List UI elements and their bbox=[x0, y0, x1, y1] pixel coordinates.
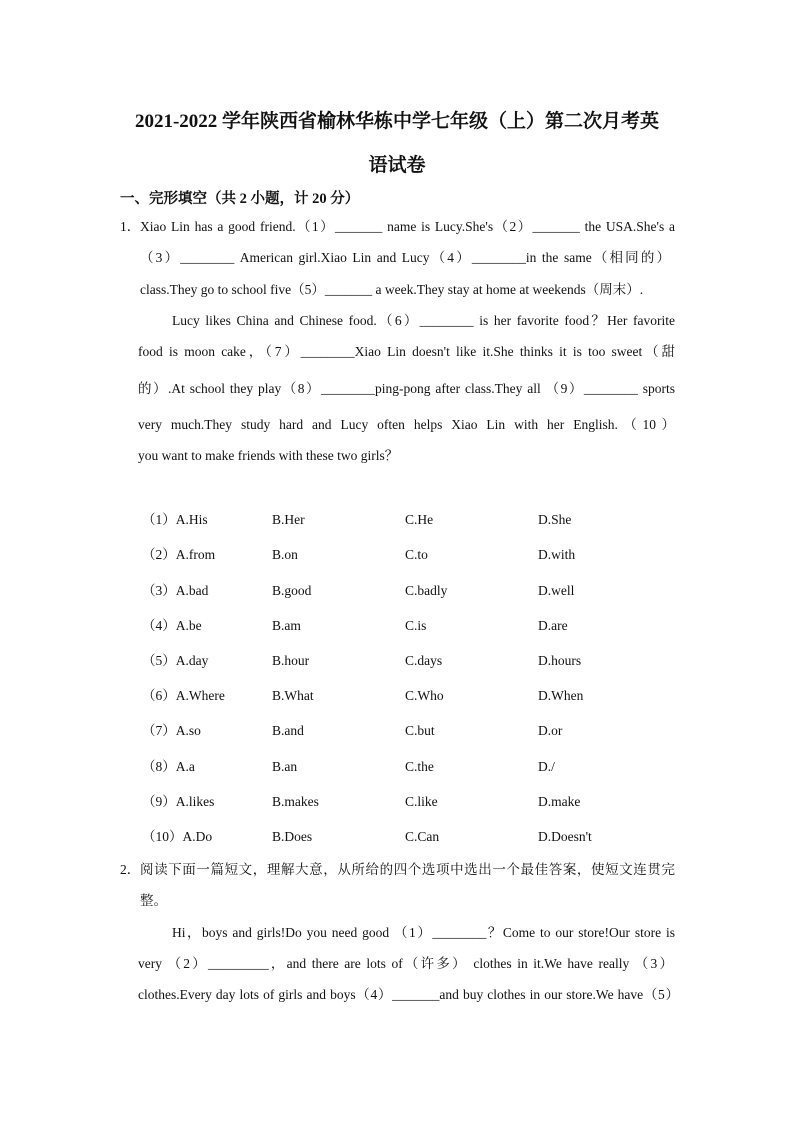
option-a: （1）A.His bbox=[142, 512, 208, 527]
option-d: D.She bbox=[538, 512, 572, 527]
option-b: B.good bbox=[272, 583, 312, 598]
exam-title-line-1: 2021-2022 学年陕西省榆林华栋中学七年级（上）第二次月考英 bbox=[134, 111, 660, 132]
option-b: B.am bbox=[272, 618, 301, 633]
option-c: C.He bbox=[405, 512, 434, 527]
question-2-number: 2． bbox=[120, 862, 141, 877]
q1-passage-line: 的）.At school they play（8）________ping-pong after class.They all （9）________ sports bbox=[138, 381, 675, 396]
option-c: C.Can bbox=[405, 829, 440, 844]
option-a: （10）A.Do bbox=[142, 829, 213, 844]
option-c: C.but bbox=[405, 723, 435, 738]
q1-passage-line: class.They go to school five（5）_______ a week.They stay at home at weekends（周末）. bbox=[140, 282, 644, 297]
option-a: （5）A.day bbox=[142, 653, 209, 668]
option-b: B.an bbox=[272, 759, 298, 774]
q1-passage-line: Xiao Lin has a good friend.（1）_______ name is Lucy.She's（2）_______ the USA.She's a bbox=[140, 219, 675, 234]
option-d: D.Doesn't bbox=[538, 829, 592, 844]
option-b: B.What bbox=[272, 688, 314, 703]
q1-passage-line: you want to make friends with these two girls？ bbox=[138, 448, 399, 463]
option-c: C.like bbox=[405, 794, 438, 809]
question-1-number: 1． bbox=[120, 219, 141, 234]
q2-passage-line: clothes.Every day lots of girls and boys（4）_______and buy clothes in our store.We have（5） bbox=[138, 987, 679, 1002]
q2-instruction-line: 整。 bbox=[140, 893, 167, 908]
exam-title-line-2: 语试卷 bbox=[368, 155, 426, 176]
option-c: C.badly bbox=[405, 583, 448, 598]
q2-instruction-line: 阅读下面一篇短文，理解大意，从所给的四个选项中选出一个最佳答案，使短文连贯完 bbox=[140, 862, 675, 877]
option-a: （8）A.a bbox=[142, 759, 195, 774]
option-d: D.are bbox=[538, 618, 568, 633]
q1-passage-line: very much.They study hard and Lucy often helps Xiao Lin with her English.（10） bbox=[138, 417, 675, 432]
option-d: D.When bbox=[538, 688, 584, 703]
option-c: C.the bbox=[405, 759, 434, 774]
option-c: C.is bbox=[405, 618, 427, 633]
option-b: B.Does bbox=[272, 829, 313, 844]
option-a: （6）A.Where bbox=[142, 688, 225, 703]
option-a: （9）A.likes bbox=[142, 794, 215, 809]
q1-passage-line: Lucy likes China and Chinese food.（6）________ is her favorite food？Her favorite bbox=[172, 313, 675, 328]
q2-passage-line: Hi，boys and girls!Do you need good （1）________？Come to our store!Our store is bbox=[172, 925, 675, 940]
q1-passage-line: food is moon cake，（7）________Xiao Lin doesn't like it.She thinks it is too sweet（甜 bbox=[138, 344, 675, 359]
option-c: C.to bbox=[405, 547, 428, 562]
option-d: D.or bbox=[538, 723, 563, 738]
option-b: B.makes bbox=[272, 794, 319, 809]
option-d: D.well bbox=[538, 583, 575, 598]
option-a: （7）A.so bbox=[142, 723, 201, 738]
option-b: B.on bbox=[272, 547, 298, 562]
option-d: D.with bbox=[538, 547, 576, 562]
option-c: C.Who bbox=[405, 688, 444, 703]
section-heading: 一、完形填空（共 2 小题，计 20 分） bbox=[120, 191, 360, 207]
option-b: B.hour bbox=[272, 653, 310, 668]
option-d: D.make bbox=[538, 794, 581, 809]
option-b: B.Her bbox=[272, 512, 305, 527]
option-b: B.and bbox=[272, 723, 304, 738]
option-a: （3）A.bad bbox=[142, 583, 209, 598]
option-a: （4）A.be bbox=[142, 618, 202, 633]
q2-passage-line: very （2）_________，and there are lots of（许多） clothes in it.We have really （3） bbox=[138, 956, 673, 971]
option-d: D./ bbox=[538, 759, 555, 774]
option-c: C.days bbox=[405, 653, 443, 668]
option-a: （2）A.from bbox=[142, 547, 216, 562]
q1-passage-line: （3）________ American girl.Xiao Lin and Lucy（4）________in the same（相同的） bbox=[140, 250, 670, 265]
option-d: D.hours bbox=[538, 653, 582, 668]
